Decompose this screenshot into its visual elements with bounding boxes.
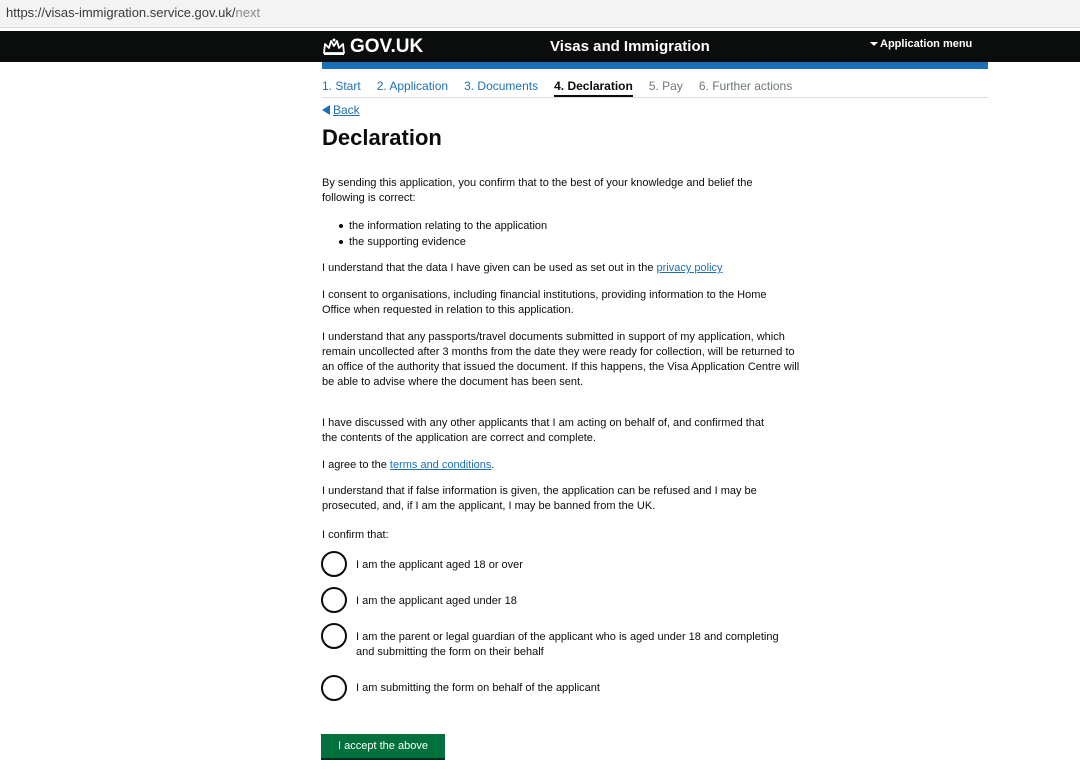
radio-parent-or-guardian[interactable] — [321, 623, 786, 660]
intro-text: By sending this application, you confirm that to the best of your knowledge and belief the following is correct: — [322, 177, 753, 204]
terms-suffix: . — [491, 459, 495, 471]
radio-button[interactable] — [321, 675, 347, 701]
back-label: Back — [333, 103, 360, 117]
url-text[interactable] — [6, 5, 260, 20]
terms-text — [322, 458, 802, 473]
false-info-text: I understand that if false information is given, the application can be refused and I may be prosecuted, and, if I am the applicant, I may be banned from the UK. — [322, 485, 757, 512]
progress-steps — [322, 79, 808, 97]
step-further-actions: 6. Further actions — [698, 79, 793, 93]
radio-label[interactable]: I am submitting the form on behalf of the applicant — [356, 682, 600, 694]
service-name[interactable]: Visas and Immigration — [550, 38, 710, 55]
consent-text: I consent to organisations, including financial institutions, providing information to the Home Office when requested in relation to this application. — [322, 289, 767, 316]
radio-applicant-under-18[interactable] — [321, 587, 786, 613]
radio-applicant-18-or-over[interactable] — [321, 551, 786, 577]
step-pay: 5. Pay — [648, 79, 683, 93]
step-application[interactable]: 2. Application — [376, 79, 449, 93]
back-link[interactable] — [322, 103, 360, 117]
passports-text: I understand that any passports/travel documents submitted in support of my application, which remain uncollected after 3 months from the date they were ready for collection, will be returned to an office of the authority that issued the document. If this happens, the Visa Application Centre will be able to advise where the document has been sent. — [322, 331, 800, 388]
step-declaration: 4. Declaration — [554, 79, 633, 97]
steps-divider — [322, 97, 988, 98]
confirmation-list — [338, 218, 547, 250]
terms-prefix: I agree to the — [322, 459, 390, 471]
back-arrow-icon — [322, 105, 330, 115]
step-start[interactable]: 1. Start — [322, 79, 361, 93]
radio-on-behalf-of-applicant[interactable] — [321, 675, 786, 701]
address-bar[interactable] — [0, 0, 1080, 28]
page-title: Declaration — [322, 125, 442, 150]
govuk-logo[interactable] — [322, 36, 423, 58]
radio-label[interactable]: I am the applicant aged 18 or over — [356, 559, 523, 571]
crown-icon — [322, 38, 346, 56]
privacy-policy-link[interactable]: privacy policy — [656, 262, 723, 274]
step-documents[interactable]: 3. Documents — [464, 79, 539, 93]
list-item: the information relating to the application — [338, 218, 547, 234]
accept-button[interactable]: I accept the above — [321, 734, 445, 758]
header-accent-bar — [322, 62, 988, 69]
url-path: next — [235, 5, 261, 20]
radio-button[interactable] — [321, 551, 347, 577]
radio-label[interactable]: I am the applicant aged under 18 — [356, 595, 517, 607]
data-usage-prefix: I understand that the data I have given can be used as set out in the — [322, 262, 657, 274]
radio-label[interactable]: I am the parent or legal guardian of the applicant who is aged under 18 and completing and submitting the form on their behalf — [356, 631, 779, 658]
govuk-header — [0, 31, 1080, 62]
caret-down-icon — [870, 42, 878, 46]
discussed-text: I have discussed with any other applicants that I am acting on behalf of, and confirmed that the contents of the application are correct and complete. — [322, 417, 765, 444]
confirm-label: I confirm that: — [322, 529, 389, 541]
url-main: https://visas-immigration.service.gov.uk/ — [6, 5, 236, 20]
data-usage-text — [322, 261, 802, 276]
radio-button[interactable] — [321, 587, 347, 613]
radio-button[interactable] — [321, 623, 347, 649]
application-menu-button[interactable] — [870, 38, 972, 50]
logo-text: GOV.UK — [350, 36, 424, 57]
application-menu-label: Application menu — [880, 38, 973, 50]
list-item: the supporting evidence — [338, 234, 547, 250]
terms-and-conditions-link[interactable]: terms and conditions — [389, 459, 492, 471]
